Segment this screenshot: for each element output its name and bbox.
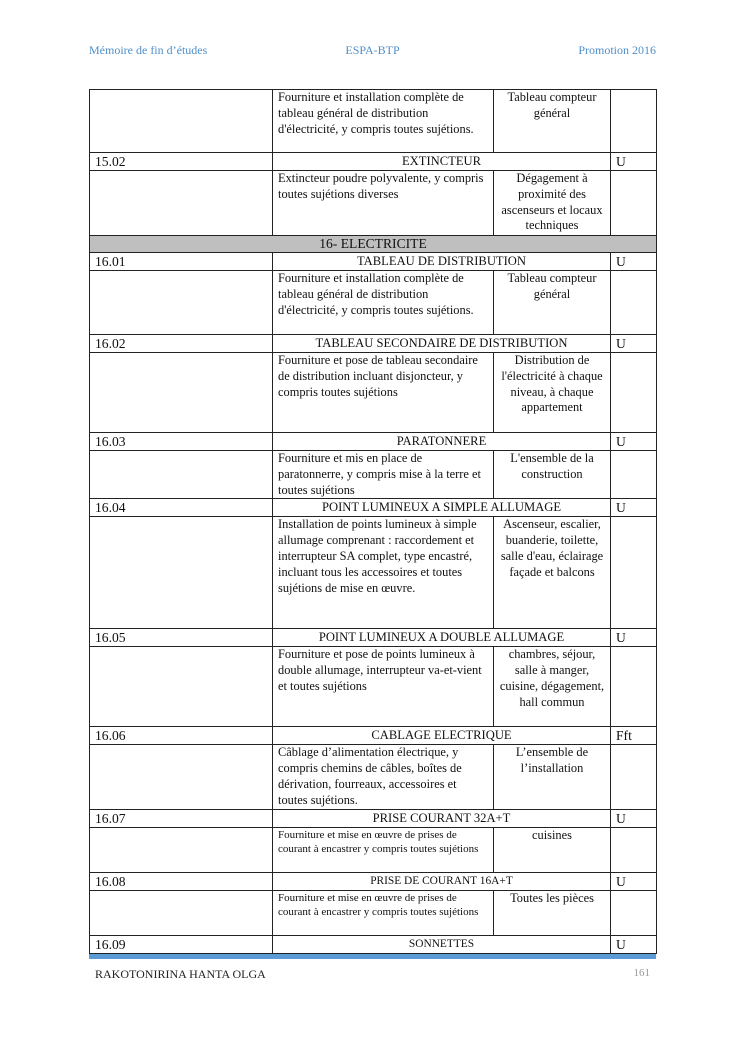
code-cell xyxy=(90,353,273,433)
table-row xyxy=(90,647,657,727)
item-code: 16.07 xyxy=(90,809,273,827)
item-code: 16.02 xyxy=(90,335,273,353)
item-code: 16.03 xyxy=(90,433,273,451)
item-title: PRISE COURANT 32A+T xyxy=(273,809,611,827)
item-unit: U xyxy=(611,253,657,271)
item-header-row xyxy=(90,153,657,171)
table-row xyxy=(90,353,657,433)
code-cell xyxy=(90,271,273,335)
description-cell: Fourniture et installation complète de tableau général de distribution d'électricité, y compris toutes sujétions. xyxy=(273,271,494,335)
footer-divider xyxy=(89,954,656,959)
item-unit: U xyxy=(611,499,657,517)
item-unit: U xyxy=(611,153,657,171)
item-code: 15.02 xyxy=(90,153,273,171)
unit-cell xyxy=(611,745,657,809)
code-cell xyxy=(90,745,273,809)
unit-cell xyxy=(611,353,657,433)
item-title: TABLEAU SECONDAIRE DE DISTRIBUTION xyxy=(273,335,611,353)
unit-cell xyxy=(611,647,657,727)
description-cell: Fourniture et mise en œuvre de prises de courant à encastrer y compris toutes sujétions xyxy=(273,890,494,935)
item-header-row xyxy=(90,433,657,451)
code-cell xyxy=(90,890,273,935)
location-cell: Dégagement à proximité des ascenseurs et locaux techniques xyxy=(494,171,611,236)
location-cell: chambres, séjour, salle à manger, cuisine, dégagement, hall commun xyxy=(494,647,611,727)
page-number: 161 xyxy=(633,967,650,979)
header-school: ESPA-BTP xyxy=(345,43,400,57)
item-header-row xyxy=(90,809,657,827)
code-cell xyxy=(90,517,273,629)
unit-cell xyxy=(611,451,657,499)
unit-cell xyxy=(611,171,657,236)
item-title: TABLEAU DE DISTRIBUTION xyxy=(273,253,611,271)
code-cell xyxy=(90,647,273,727)
code-cell xyxy=(90,90,273,153)
item-title: CABLAGE ELECTRIQUE xyxy=(273,727,611,745)
page-header xyxy=(89,43,656,61)
description-cell: Extincteur poudre polyvalente, y compris toutes sujétions diverses xyxy=(273,171,494,236)
item-unit: U xyxy=(611,935,657,953)
item-title: POINT LUMINEUX A SIMPLE ALLUMAGE xyxy=(273,499,611,517)
item-header-row xyxy=(90,499,657,517)
table-row xyxy=(90,827,657,872)
unit-cell xyxy=(611,271,657,335)
table-row xyxy=(90,517,657,629)
item-unit: U xyxy=(611,872,657,890)
location-cell: L’ensemble de l’installation xyxy=(494,745,611,809)
table-row xyxy=(90,90,657,153)
item-code: 16.04 xyxy=(90,499,273,517)
item-unit: U xyxy=(611,629,657,647)
specification-table xyxy=(89,89,657,954)
item-header-row xyxy=(90,335,657,353)
footer-author: RAKOTONIRINA HANTA OLGA xyxy=(95,967,266,981)
location-cell: Ascenseur, escalier, buanderie, toilette, salle d'eau, éclairage façade et balcons xyxy=(494,517,611,629)
item-unit: U xyxy=(611,433,657,451)
table-row xyxy=(90,890,657,935)
location-cell: Distribution de l'électricité à chaque niveau, à chaque appartement xyxy=(494,353,611,433)
description-cell: Fourniture et installation complète de tableau général de distribution d'électricité, y compris toutes sujétions. xyxy=(273,90,494,153)
item-title: SONNETTES xyxy=(273,935,611,953)
item-header-row xyxy=(90,935,657,953)
location-cell: Tableau compteur général xyxy=(494,271,611,335)
table-row xyxy=(90,451,657,499)
item-title: EXTINCTEUR xyxy=(273,153,611,171)
header-thesis-label: Mémoire de fin d’études xyxy=(89,43,208,57)
item-code: 16.01 xyxy=(90,253,273,271)
location-cell: Tableau compteur général xyxy=(494,90,611,153)
unit-cell xyxy=(611,517,657,629)
description-cell: Câblage d’alimentation électrique, y compris chemins de câbles, boîtes de dérivation, fourreaux, accessoires et toutes sujétions. xyxy=(273,745,494,809)
description-cell: Fourniture et pose de tableau secondaire de distribution incluant disjoncteur, y compris toutes sujétions xyxy=(273,353,494,433)
item-title: POINT LUMINEUX A DOUBLE ALLUMAGE xyxy=(273,629,611,647)
section-title: 16- ELECTRICITE xyxy=(90,236,657,253)
code-cell xyxy=(90,171,273,236)
description-cell: Fourniture et mise en œuvre de prises de courant à encastrer y compris toutes sujétions xyxy=(273,827,494,872)
item-code: 16.09 xyxy=(90,935,273,953)
item-header-row xyxy=(90,727,657,745)
item-code: 16.06 xyxy=(90,727,273,745)
description-cell: Fourniture et pose de points lumineux à double allumage, interrupteur va-et-vient et toutes sujétions xyxy=(273,647,494,727)
item-header-row xyxy=(90,253,657,271)
section-row xyxy=(90,236,657,253)
item-header-row xyxy=(90,872,657,890)
page-footer xyxy=(95,967,650,983)
location-cell: cuisines xyxy=(494,827,611,872)
header-promotion: Promotion 2016 xyxy=(578,43,656,57)
unit-cell xyxy=(611,827,657,872)
item-unit: U xyxy=(611,809,657,827)
table-row xyxy=(90,171,657,236)
description-cell: Fourniture et mis en place de paratonnerre, y compris mise à la terre et toutes sujétions xyxy=(273,451,494,499)
code-cell xyxy=(90,451,273,499)
unit-cell xyxy=(611,890,657,935)
table-row xyxy=(90,745,657,809)
unit-cell xyxy=(611,90,657,153)
item-title: PRISE DE COURANT 16A+T xyxy=(273,872,611,890)
code-cell xyxy=(90,827,273,872)
item-code: 16.05 xyxy=(90,629,273,647)
location-cell: L'ensemble de la construction xyxy=(494,451,611,499)
item-unit: Fft xyxy=(611,727,657,745)
location-cell: Toutes les pièces xyxy=(494,890,611,935)
item-header-row xyxy=(90,629,657,647)
item-title: PARATONNERE xyxy=(273,433,611,451)
item-code: 16.08 xyxy=(90,872,273,890)
item-unit: U xyxy=(611,335,657,353)
table-row xyxy=(90,271,657,335)
description-cell: Installation de points lumineux à simple allumage comprenant : raccordement et interrupteur SA complet, type encastré, incluant tous les accessoires et toutes sujétions de mise en œuvre. xyxy=(273,517,494,629)
